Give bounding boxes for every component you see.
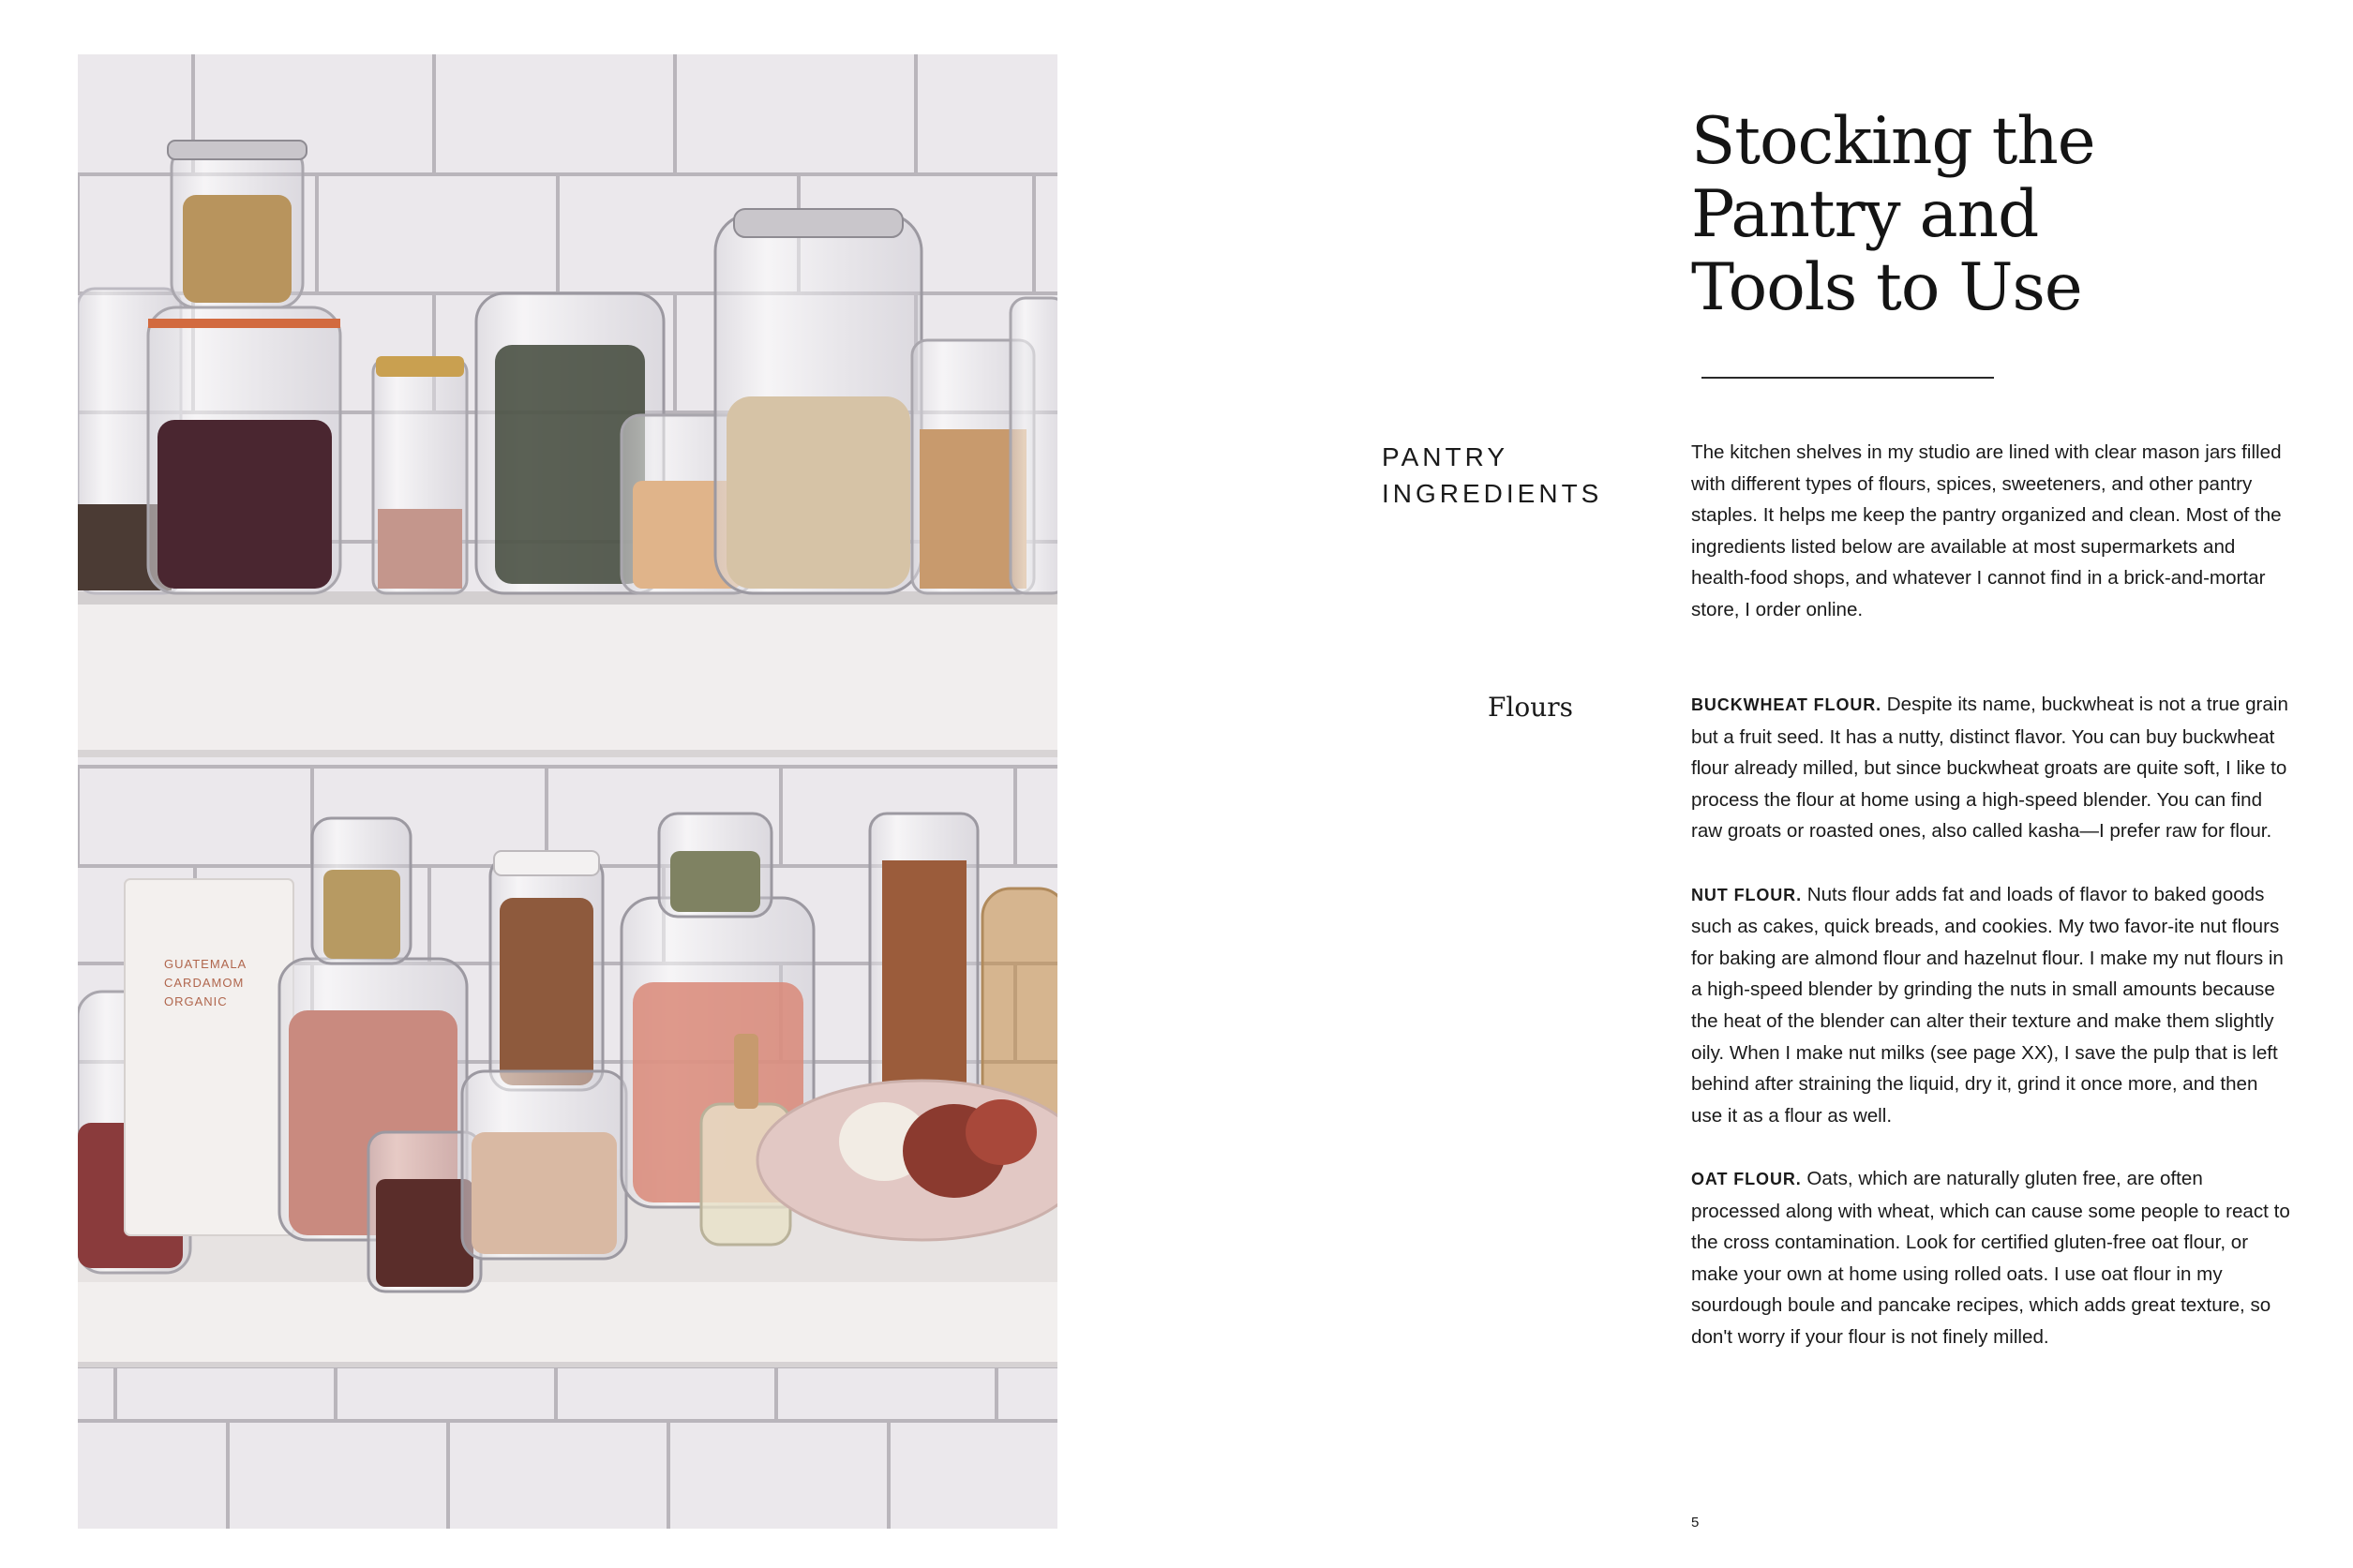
entry-term: NUT FLOUR. — [1691, 885, 1802, 904]
page-title — [1691, 105, 2216, 324]
entry-text: Nuts flour adds fat and loads of flavor to baked goods such as cakes, quick breads, and cookies. My two favor-ite nut flours for baking are almond flour and hazelnut flour. I make my nut flours in a high-speed blender by grinding the nuts in small amounts because the heat of the blender can alter their texture and make them slightly oily. When I make nut milks (see page XX), I save the pulp that is left behind after straining the liquid, dry it, grind it once more, and then use it as a flour as well. — [1691, 883, 2284, 1127]
pantry-shelves-photo — [78, 54, 1057, 1529]
entry-term: OAT FLOUR. — [1691, 1169, 1802, 1188]
subsection-heading: Flours — [1487, 692, 1573, 723]
entry-nut-flour — [1691, 879, 2291, 1132]
entry-oat-flour — [1691, 1163, 2291, 1353]
bag-label-line: CARDAMOM — [164, 976, 245, 990]
section-heading-line: INGREDIENTS — [1382, 479, 1603, 508]
section-intro-paragraph: The kitchen shelves in my studio are lined with clear mason jars filled with different types of flours, spices, sweeteners, and other pantry staples. It helps me keep the pantry organized and clean. Most of the ingredients listed below are available at most supermarkets and health-food shops, and whatever I cannot find in a brick-and-mortar store, I order online. — [1691, 441, 2282, 620]
section-heading — [1382, 439, 1663, 512]
bag-label-line: ORGANIC — [164, 994, 228, 1008]
lower-shelf-jars — [78, 814, 1057, 1292]
title-line: Tools to Use — [1691, 250, 2082, 325]
section-heading-line: PANTRY — [1382, 442, 1508, 471]
page-number: 5 — [1691, 1515, 1700, 1531]
entry-buckwheat-flour — [1691, 689, 2291, 847]
bag-label-line: GUATEMALA — [164, 957, 247, 971]
title-line: Pantry and — [1691, 177, 2039, 252]
entry-text: Oats, which are naturally gluten free, are often processed along with wheat, which can cause some people to react to the cross contamination. Look for certified gluten-free oat flour, or make your own at home using rolled oats. I use oat flour in my sourdough boule and pancake recipes, which adds great texture, so don't worry if your flour is not finely milled. — [1691, 1167, 2290, 1348]
lower-shelf-front — [78, 1282, 1057, 1366]
cardamom-bag — [125, 879, 293, 1235]
entry-term: BUCKWHEAT FLOUR. — [1691, 695, 1882, 714]
flour-entries — [1691, 689, 2291, 1384]
title-line: Stocking the — [1691, 104, 2095, 179]
title-divider — [1701, 377, 1994, 379]
pantry-photo-illustration — [78, 54, 1057, 1529]
upper-shelf-front — [78, 605, 1057, 750]
entry-text: Despite its name, buckwheat is not a true grain but a fruit seed. It has a nutty, distinct flavor. You can buy buckwheat flour already milled, but since buckwheat groats are quite soft, I like to process the flour at home using a high-speed blender. You can find raw groats or roasted ones, also called kasha—I prefer raw for flour. — [1691, 694, 2288, 843]
